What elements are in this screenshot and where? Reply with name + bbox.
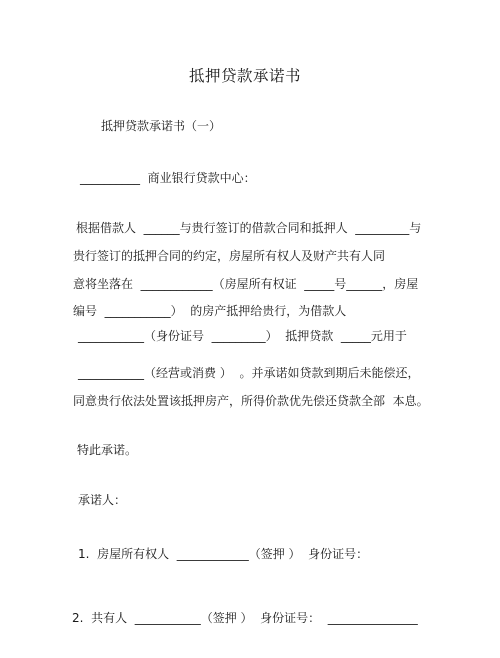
- signer-line-coowner: 2. 共有人 ___________（签押 ） 身份证号： _______________: [72, 611, 418, 625]
- body-line: 意将坐落在 ____________（房屋所有权证 _____号______，房屋: [73, 277, 419, 291]
- body-line: 同意贵行依法处置该抵押房产，所得价款优先偿还贷款全部 本息。: [73, 394, 429, 408]
- body-line: 根据借款人 ______与贵行签订的借款合同和抵押人 _________与: [76, 221, 422, 235]
- signer-line-owner: 1. 房屋所有权人 ____________（签押 ） 身份证号：: [78, 547, 369, 561]
- body-line: ___________（经营或消费 ） 。并承诺如贷款到期后未能偿还，: [78, 366, 420, 380]
- promisor-label: 承诺人：: [78, 493, 127, 507]
- salutation: __________ 商业银行贷款中心：: [80, 171, 256, 185]
- body-line: 贵行签订的抵押合同的约定，房屋所有权人及财产共有人同: [73, 249, 386, 263]
- document-title: 抵押贷款承诺书: [189, 67, 302, 85]
- body-line: 编号 ___________） 的房产抵押给贵行，为借款人: [73, 304, 347, 318]
- closing-statement: 特此承诺。: [77, 443, 138, 457]
- body-line: ___________（身份证号 _________） 抵押贷款 _____元用于: [78, 329, 407, 343]
- document-subtitle: 抵押贷款承诺书（一）: [101, 119, 222, 133]
